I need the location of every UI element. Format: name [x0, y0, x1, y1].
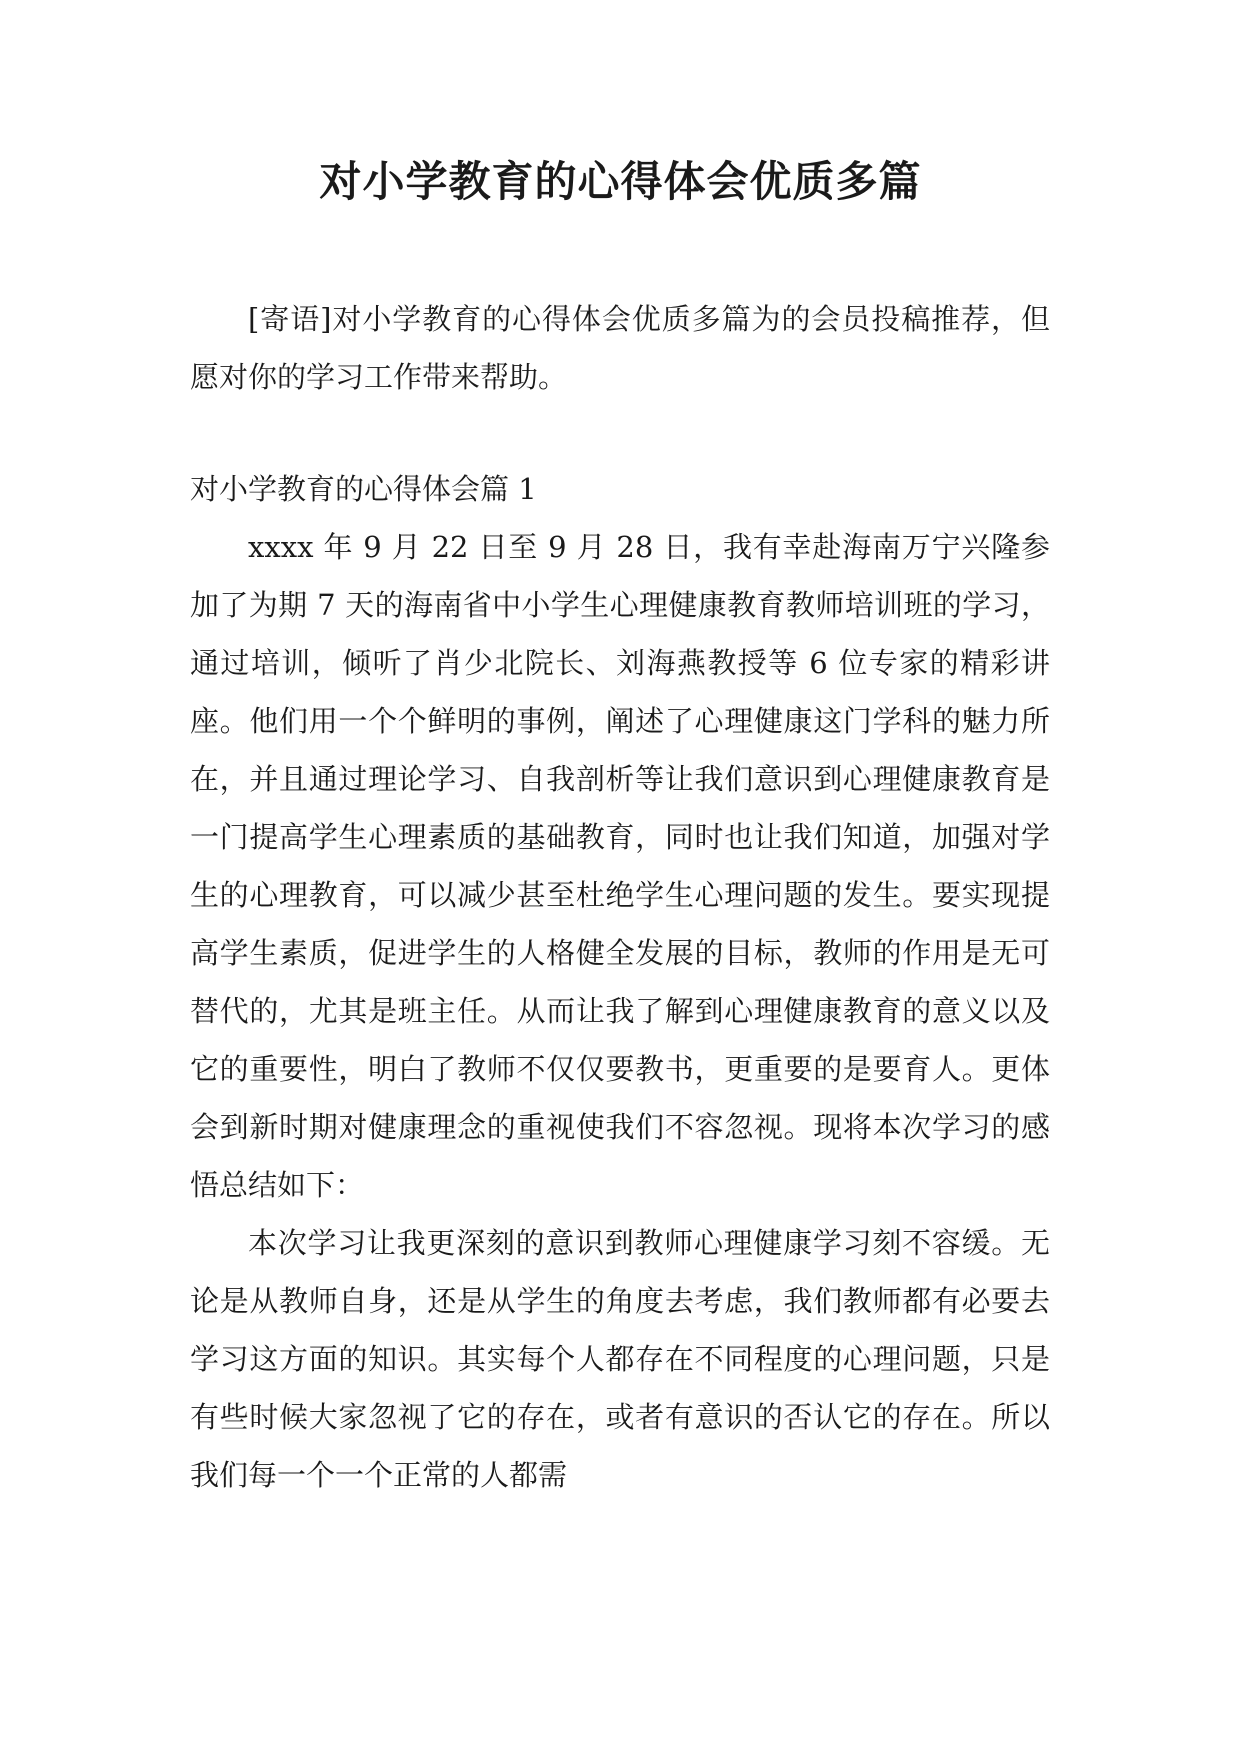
intro-paragraph: [寄语]对小学教育的心得体会优质多篇为的会员投稿推荐，但愿对你的学习工作带来帮助。 — [190, 302, 1050, 394]
body-paragraph-2: 本次学习让我更深刻的意识到教师心理健康学习刻不容缓。无论是从教师自身，还是从学生的角度去考虑，我们教师都有必要去学习这方面的知识。其实每个人都存在不同程度的心理问题，只是有些时候大家忽视了它的存在，或者有意识的否认它的存在。所以我们每一个一个正常的人都需 — [190, 1226, 1050, 1492]
document-title: 对小学教育的心得体会优质多篇 — [319, 157, 922, 206]
body-paragraph-1: xxxx 年 9 月 22 日至 9 月 28 日，我有幸赴海南万宁兴隆参加了为期 7 天的海南省中小学生心理健康教育教师培训班的学习，通过培训，倾听了肖少北院长、刘海燕教授等 6 位专家的精彩讲座。他们用一个个鲜明的事例，阐述了心理健康这门学科的魅力所在，并且通过理论学习、自我剖析等让我们意识到心理健康教育是一门提高学生心理素质的基础教育，同时也让我们知道，加强对学生的心理教育，可以减少甚至杜绝学生心理问题的发生。要实现提高学生素质，促进学生的人格健全发展的目标，教师的作用是无可替代的，尤其是班主任。从而让我了解到心理健康教育的意义以及它的重要性，明白了教师不仅仅要教书，更重要的是要育人。更体会到新时期对健康理念的重视使我们不容忽视。现将本次学习的感悟总结如下： — [190, 530, 1050, 1202]
document-body — [190, 290, 1050, 1504]
section-heading: 对小学教育的心得体会篇 1 — [190, 472, 537, 506]
